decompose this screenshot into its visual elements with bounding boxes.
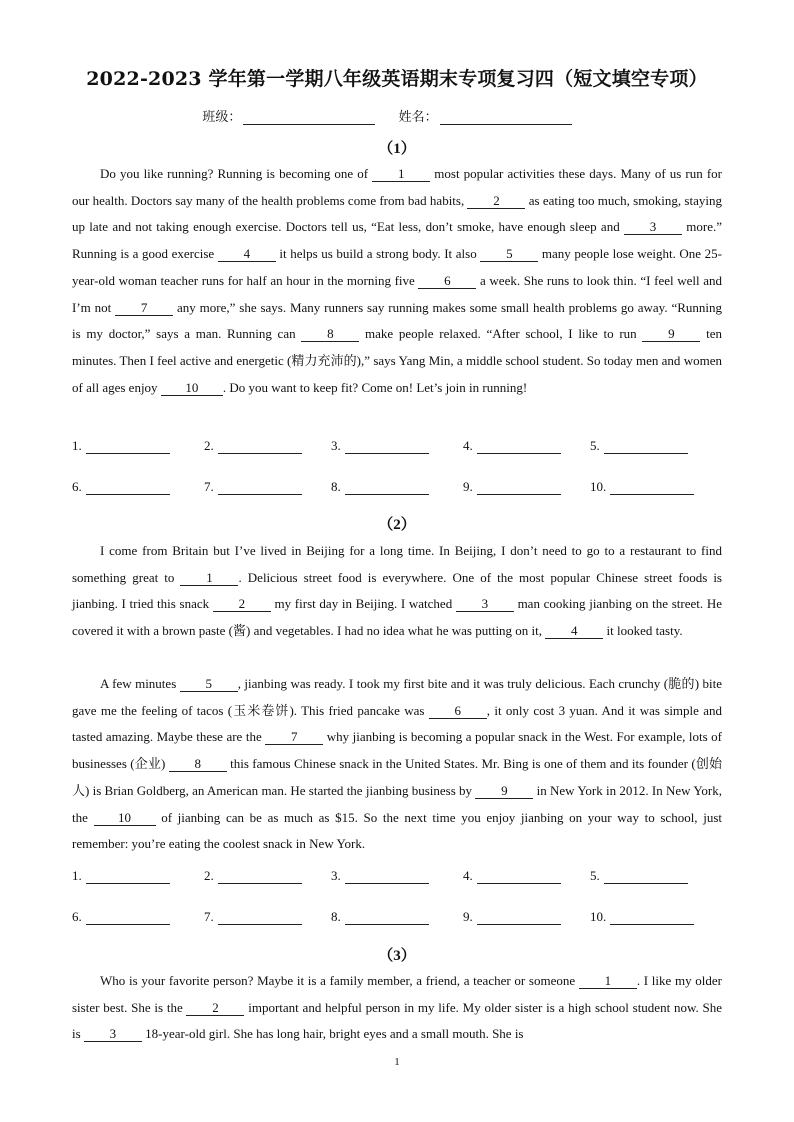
answer-item <box>72 438 170 454</box>
passage-text: it helps us build a strong body. It also <box>275 246 481 262</box>
answer-number: 3. <box>331 868 341 883</box>
answer-blank[interactable] <box>86 910 170 925</box>
passage-text: why jianbing is becoming a popular snack in the West. For example, lots of businesses (企业) <box>72 729 722 772</box>
blank-3[interactable]: 3 <box>84 1027 142 1042</box>
class-name-line <box>0 106 794 125</box>
answer-number: 2. <box>204 868 214 883</box>
blank-9[interactable]: 9 <box>642 327 700 342</box>
passage-text: this famous Chinese snack in the United States. Mr. Bing is one of them and its founder (创始人) is Brian Goldberg, an American man. He started the jianbing business by <box>72 756 723 798</box>
passage-1-paragraph-1 <box>72 161 722 401</box>
passage-text: . Delicious street food is everywhere. One of the most popular Chinese street foods is jianbing. I tried this snack <box>72 569 722 612</box>
page-number: 1 <box>394 1056 400 1068</box>
answer-number: 1. <box>72 438 82 453</box>
answer-blank[interactable] <box>345 480 429 495</box>
answer-item <box>204 438 302 454</box>
answer-item <box>463 868 561 884</box>
blank-10[interactable]: 10 <box>94 811 156 826</box>
answer-item <box>590 868 688 884</box>
answer-blank[interactable] <box>604 439 688 454</box>
answer-blank[interactable] <box>610 910 694 925</box>
blank-7[interactable]: 7 <box>115 301 173 316</box>
answer-item <box>72 479 170 495</box>
answer-blank[interactable] <box>604 869 688 884</box>
answer-number: 5. <box>590 438 600 453</box>
answer-number: 4. <box>463 868 473 883</box>
answer-blank[interactable] <box>86 439 170 454</box>
passage-text: more.” Running is a good exercise <box>72 219 723 262</box>
answer-item <box>72 909 170 925</box>
blank-2[interactable]: 2 <box>213 597 271 612</box>
passage-text: any more,” she says. Many runners say running makes some small health problems go away. “Running is my doctor,” says a man. Running can <box>72 299 723 342</box>
answer-blank[interactable] <box>218 480 302 495</box>
passage-text: , it only cost 3 yuan. And it was simple and tasted amazing. Maybe these are the <box>72 702 723 745</box>
blank-5[interactable]: 5 <box>480 247 538 262</box>
answer-item <box>331 868 429 884</box>
answer-item <box>463 479 561 495</box>
blank-5[interactable]: 5 <box>180 677 238 692</box>
passage-text: as eating too much, smoking, staying up late and not taking enough exercise. Doctors tell us, “Eat less, don’t smoke, have enough sleep and <box>72 192 722 235</box>
section-heading-2: （2） <box>378 517 416 533</box>
section-heading-1: （1） <box>378 141 416 157</box>
answer-item <box>331 909 429 925</box>
answer-blank[interactable] <box>345 869 429 884</box>
answer-item <box>590 438 688 454</box>
answer-number: 10. <box>590 479 607 494</box>
blank-4[interactable]: 4 <box>545 624 603 639</box>
blank-8[interactable]: 8 <box>169 757 227 772</box>
answer-item <box>331 438 429 454</box>
answer-item <box>204 868 302 884</box>
answer-item <box>204 479 302 495</box>
answer-item <box>463 438 561 454</box>
answer-number: 10. <box>590 909 607 924</box>
passage-text: a week. She runs to look thin. “I feel well and I’m not <box>72 272 722 315</box>
answer-item <box>72 868 170 884</box>
blank-8[interactable]: 8 <box>301 327 359 342</box>
answer-row-2a <box>72 868 722 888</box>
passage-text: ten minutes. Then I feel active and energetic (精力充沛的),” says Yang Min, a middle school student. So today men and women of all ages enjoy <box>72 326 723 395</box>
passage-text: I come from Britain but I’ve lived in Beijing for a long time. In Beijing, I don’t need to go to a restaurant to find something great to <box>72 543 722 585</box>
answer-blank[interactable] <box>477 869 561 884</box>
blank-1[interactable]: 1 <box>372 167 430 182</box>
name-blank[interactable] <box>440 110 572 125</box>
passage-text: Who is your favorite person? Maybe it is a family member, a friend, a teacher or someone <box>100 973 579 988</box>
answer-item <box>590 909 694 925</box>
answer-blank[interactable] <box>610 480 694 495</box>
passage-2-paragraph-2 <box>72 671 722 858</box>
blank-2[interactable]: 2 <box>186 1001 244 1016</box>
answer-number: 1. <box>72 868 82 883</box>
class-label: 班级： <box>202 109 242 124</box>
passage-text: . Do you want to keep fit? Come on! Let’s join in running! <box>222 379 528 395</box>
blank-1[interactable]: 1 <box>579 974 637 989</box>
passage-text: in New York in 2012. In New York, the <box>72 782 722 825</box>
answer-number: 7. <box>204 479 214 494</box>
name-label: 姓名： <box>398 109 438 124</box>
passage-text: 18-year-old girl. She has long hair, bright eyes and a small mouth. She is <box>141 1026 524 1042</box>
passage-text: of jianbing can be as much as $15. So the next time you enjoy jianbing on your way to school, just remember: you’re eating the coolest snack in New York. <box>72 809 722 852</box>
blank-4[interactable]: 4 <box>218 247 276 262</box>
answer-blank[interactable] <box>477 480 561 495</box>
passage-text: important and helpful person in my life. My older sister is a high school student now. She is <box>72 999 723 1042</box>
answer-blank[interactable] <box>218 910 302 925</box>
answer-item <box>331 479 429 495</box>
passage-text: A few minutes <box>100 676 180 691</box>
answer-blank[interactable] <box>218 439 302 454</box>
section-heading-3: （3） <box>378 948 416 964</box>
answer-blank[interactable] <box>86 869 170 884</box>
class-blank[interactable] <box>243 110 375 125</box>
blank-1[interactable]: 1 <box>180 571 238 586</box>
passage-text: make people relaxed. “After school, I like to run <box>359 326 643 342</box>
passage-2-paragraph-1 <box>72 538 722 645</box>
passage-3-paragraph-1 <box>72 968 722 1048</box>
passage-text: , jianbing was ready. I took my first bite and it was truly delicious. Each crunchy (脆的) bite gave me the feeling of tacos (玉米卷饼). This fried pancake was <box>72 676 722 718</box>
passage-text: . I like my older sister best. She is the <box>72 973 722 1015</box>
answer-row-1b <box>72 479 722 499</box>
answer-blank[interactable] <box>345 910 429 925</box>
answer-blank[interactable] <box>218 869 302 884</box>
blank-3[interactable]: 3 <box>456 597 514 612</box>
answer-number: 9. <box>463 479 473 494</box>
blank-6[interactable]: 6 <box>429 704 487 719</box>
passage-text: man cooking jianbing on the street. He covered it with a brown paste (酱) and vegetables. I had no idea what he was putting on it, <box>72 596 722 639</box>
answer-row-1a <box>72 438 722 458</box>
page-title: 2022-2023 学年第一学期八年级英语期末专项复习四（短文填空专项） <box>86 68 708 90</box>
answer-number: 2. <box>204 438 214 453</box>
passage-text: Do you like running? Running is becoming one of <box>100 166 373 181</box>
blank-6[interactable]: 6 <box>418 274 476 289</box>
answer-number: 4. <box>463 438 473 453</box>
answer-row-2b <box>72 909 722 929</box>
answer-item <box>204 909 302 925</box>
answer-number: 7. <box>204 909 214 924</box>
answer-number: 3. <box>331 438 341 453</box>
blank-3[interactable]: 3 <box>624 220 682 235</box>
passage-text: most popular activities these days. Many of us run for our health. Doctors say many of the health problems come from bad habits, <box>72 166 722 208</box>
blank-10[interactable]: 10 <box>161 381 223 396</box>
passage-text: many people lose weight. One 25-year-old woman teacher runs for half an hour in the morning five <box>72 246 723 288</box>
answer-number: 8. <box>331 479 341 494</box>
answer-number: 8. <box>331 909 341 924</box>
blank-2[interactable]: 2 <box>467 194 525 209</box>
answer-blank[interactable] <box>477 910 561 925</box>
blank-7[interactable]: 7 <box>265 730 323 745</box>
answer-item <box>463 909 561 925</box>
answer-number: 6. <box>72 479 82 494</box>
blank-9[interactable]: 9 <box>475 784 533 799</box>
passage-text: it looked tasty. <box>603 623 683 639</box>
answer-blank[interactable] <box>345 439 429 454</box>
passage-text: my first day in Beijing. I watched <box>270 596 456 612</box>
answer-blank[interactable] <box>477 439 561 454</box>
answer-number: 6. <box>72 909 82 924</box>
answer-number: 5. <box>590 868 600 883</box>
answer-number: 9. <box>463 909 473 924</box>
answer-item <box>590 479 694 495</box>
answer-blank[interactable] <box>86 480 170 495</box>
